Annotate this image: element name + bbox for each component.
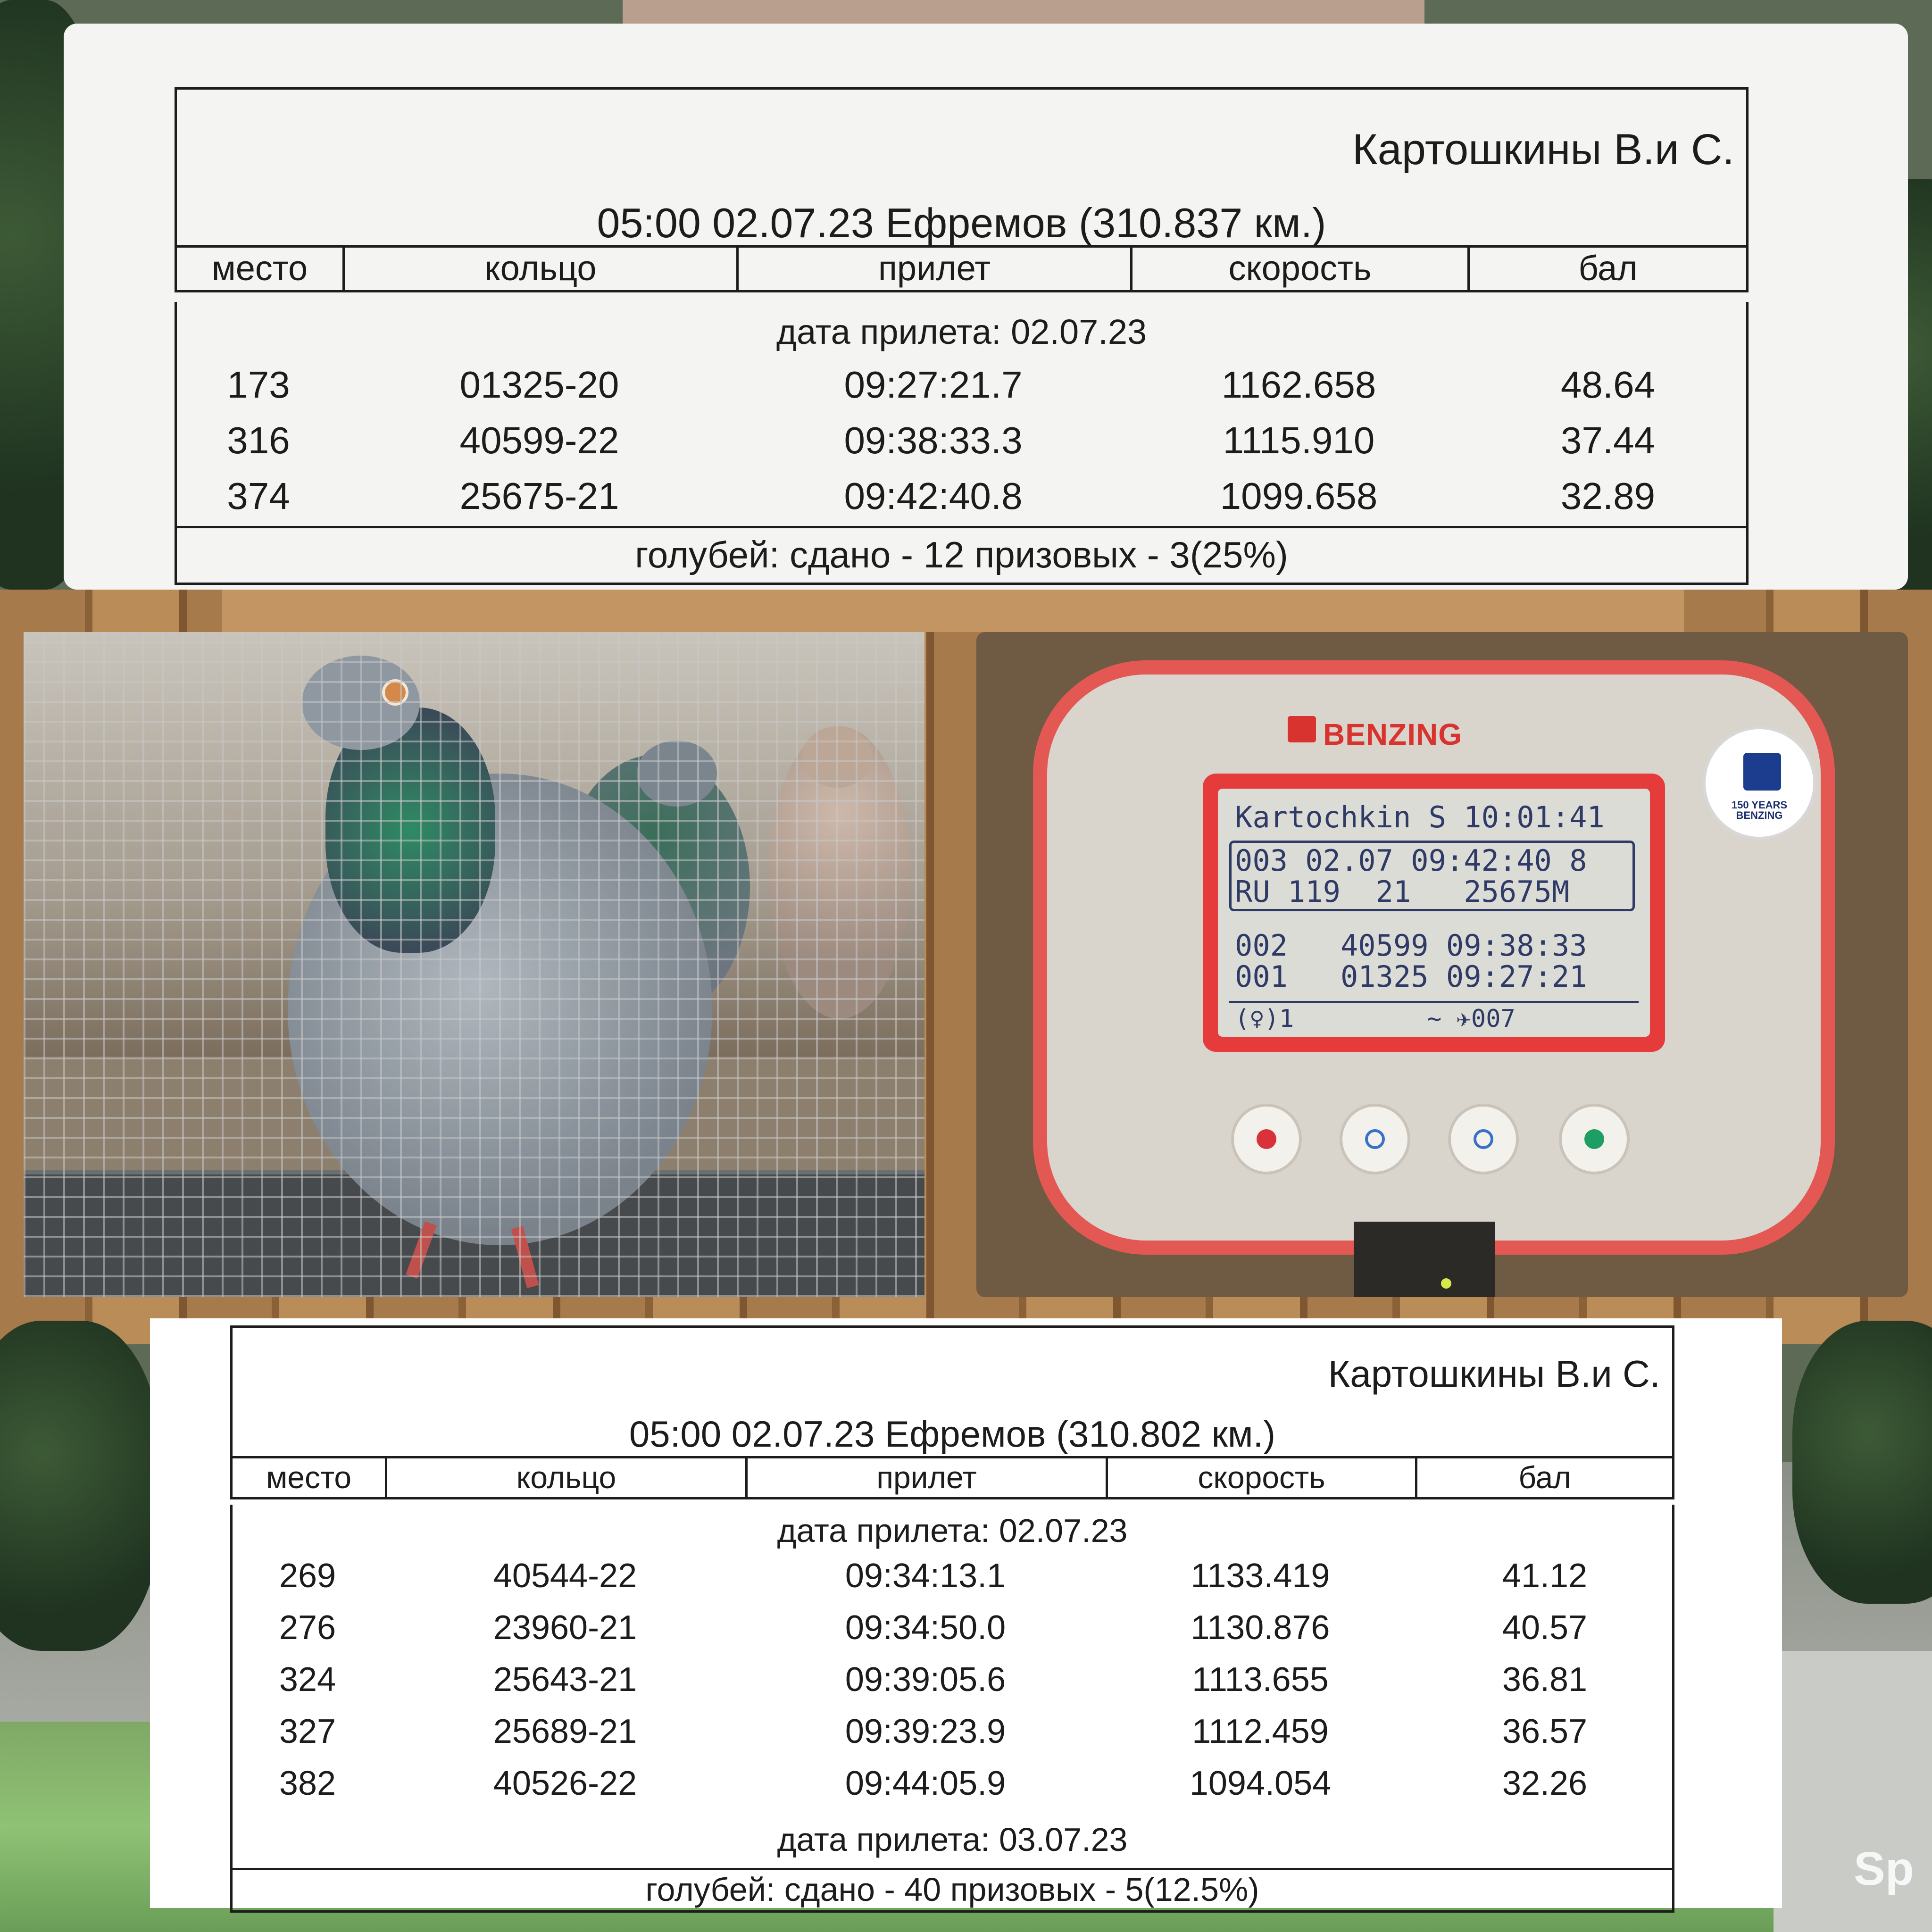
cell-place: 327 xyxy=(279,1713,336,1750)
cell-ring: 25689-21 xyxy=(493,1713,637,1750)
table-row xyxy=(230,1557,1674,1608)
table-header xyxy=(175,87,1749,248)
column-arrival: прилет xyxy=(748,1458,1108,1497)
column-place: место xyxy=(233,1458,387,1497)
benzing-logo-icon xyxy=(1288,716,1316,742)
cell-place: 324 xyxy=(279,1661,336,1699)
owner-name: Картошкины В.и С. xyxy=(1328,1353,1660,1395)
cell-speed: 1112.459 xyxy=(1192,1713,1329,1750)
lcd-line: Kartochkin S 10:01:41 xyxy=(1235,800,1605,834)
table-header xyxy=(230,1325,1674,1458)
column-headers xyxy=(175,245,1749,292)
cell-arrival: 09:39:05.6 xyxy=(845,1661,1006,1699)
ring-icon xyxy=(1474,1129,1493,1149)
cell-arrival: 09:27:21.7 xyxy=(844,364,1023,406)
cell-points: 37.44 xyxy=(1560,419,1656,461)
arrival-date: дата прилета: 03.07.23 xyxy=(777,1821,1128,1858)
cell-arrival: 09:42:40.8 xyxy=(844,475,1023,517)
ring-icon xyxy=(1365,1129,1385,1149)
cell-ring: 40599-22 xyxy=(459,419,619,461)
cell-place: 374 xyxy=(227,475,290,517)
clock-button-4[interactable] xyxy=(1559,1104,1630,1174)
result-table xyxy=(175,87,1749,584)
clock-button-3[interactable] xyxy=(1448,1104,1519,1174)
table-row xyxy=(175,419,1749,475)
loft-roof-beam xyxy=(222,590,1684,632)
red-dot-icon xyxy=(1257,1129,1276,1149)
cell-ring: 23960-21 xyxy=(493,1609,637,1647)
bush-right xyxy=(1792,1321,1932,1604)
lcd-status-line: (♀)1 ~ ✈007 xyxy=(1235,1005,1516,1033)
summary-footer: голубей: сдано - 40 призовых - 5(12.5%) xyxy=(230,1868,1674,1913)
owner-name: Картошкины В.и С. xyxy=(1352,125,1734,174)
column-speed: скорость xyxy=(1108,1458,1417,1497)
arrival-date: дата прилета: 02.07.23 xyxy=(777,1512,1128,1549)
benzing-clock-photo xyxy=(976,632,1908,1297)
lcd-screen xyxy=(1218,789,1650,1037)
cell-points: 32.26 xyxy=(1502,1765,1588,1802)
cell-speed: 1162.658 xyxy=(1221,364,1376,406)
cell-speed: 1094.054 xyxy=(1189,1765,1332,1802)
summary-footer: голубей: сдано - 12 призовых - 3(25%) xyxy=(175,526,1749,585)
column-points: бал xyxy=(1578,249,1638,288)
column-headers xyxy=(230,1456,1674,1499)
cell-points: 41.12 xyxy=(1502,1557,1588,1595)
column-arrival: прилет xyxy=(739,248,1133,290)
badge-text: 150 YEARS BENZING xyxy=(1731,799,1788,821)
cell-place: 276 xyxy=(279,1609,336,1647)
cell-speed: 1133.419 xyxy=(1191,1557,1330,1595)
column-place: место xyxy=(177,248,345,290)
cell-speed: 1115.910 xyxy=(1223,419,1375,461)
column-points: бал xyxy=(1518,1460,1571,1495)
lcd-line: 002 40599 09:38:33 xyxy=(1235,928,1587,963)
cell-points: 36.57 xyxy=(1502,1713,1588,1750)
status-led xyxy=(1441,1278,1451,1289)
cell-speed: 1113.655 xyxy=(1192,1661,1329,1699)
race-info: 05:00 02.07.23 Ефремов (310.802 км.) xyxy=(629,1413,1276,1455)
result-table xyxy=(230,1325,1674,1908)
brand-label: BENZING xyxy=(1323,717,1462,751)
lcd-line: 003 02.07 09:42:40 8 xyxy=(1235,843,1587,878)
table-row xyxy=(230,1608,1674,1660)
clock-button-1[interactable] xyxy=(1231,1104,1302,1174)
lcd-line: 001 01325 09:27:21 xyxy=(1235,959,1587,994)
cell-points: 36.81 xyxy=(1502,1661,1588,1699)
anniversary-badge xyxy=(1703,726,1816,840)
cell-arrival: 09:39:23.9 xyxy=(845,1713,1006,1750)
cell-speed: 1130.876 xyxy=(1191,1609,1330,1647)
cell-arrival: 09:38:33.3 xyxy=(844,419,1023,461)
table-row xyxy=(175,475,1749,530)
lcd-line: RU 119 21 25675M xyxy=(1235,874,1570,909)
arrival-date: дата прилета: 02.07.23 xyxy=(776,312,1147,351)
cell-points: 40.57 xyxy=(1502,1609,1588,1647)
green-dot-icon xyxy=(1584,1129,1604,1149)
display-frame xyxy=(1203,774,1665,1052)
cell-ring: 40526-22 xyxy=(493,1765,637,1802)
table-row xyxy=(175,363,1749,419)
pigeons-photo xyxy=(24,632,924,1297)
bush-left xyxy=(0,1321,160,1651)
cell-ring: 25675-21 xyxy=(459,475,619,517)
race-info: 05:00 02.07.23 Ефремов (310.837 км.) xyxy=(597,200,1326,246)
column-ring: кольцо xyxy=(345,248,739,290)
cell-place: 382 xyxy=(279,1765,336,1802)
cell-place: 269 xyxy=(279,1557,336,1595)
wire-mesh xyxy=(24,632,924,1297)
envelope-icon xyxy=(1743,753,1781,791)
cell-ring: 40544-22 xyxy=(493,1557,637,1595)
table-row xyxy=(230,1712,1674,1764)
cell-ring: 25643-21 xyxy=(493,1661,637,1699)
cell-ring: 01325-20 xyxy=(459,364,619,406)
watermark: Sp xyxy=(1854,1842,1914,1895)
cell-arrival: 09:34:50.0 xyxy=(845,1609,1006,1647)
antenna-connector xyxy=(1354,1222,1495,1297)
table-row xyxy=(230,1764,1674,1816)
cell-place: 173 xyxy=(227,364,290,406)
bottom-result-sheet xyxy=(150,1318,1782,1908)
column-speed: скорость xyxy=(1133,248,1470,290)
cell-points: 48.64 xyxy=(1560,364,1656,406)
cell-place: 316 xyxy=(227,419,290,461)
cell-points: 32.89 xyxy=(1560,475,1656,517)
column-ring: кольцо xyxy=(387,1458,748,1497)
top-result-sheet xyxy=(64,24,1908,590)
cell-arrival: 09:44:05.9 xyxy=(845,1765,1006,1802)
clock-button-2[interactable] xyxy=(1340,1104,1410,1174)
cell-arrival: 09:34:13.1 xyxy=(845,1557,1006,1595)
table-row xyxy=(230,1660,1674,1712)
cell-speed: 1099.658 xyxy=(1220,475,1378,517)
